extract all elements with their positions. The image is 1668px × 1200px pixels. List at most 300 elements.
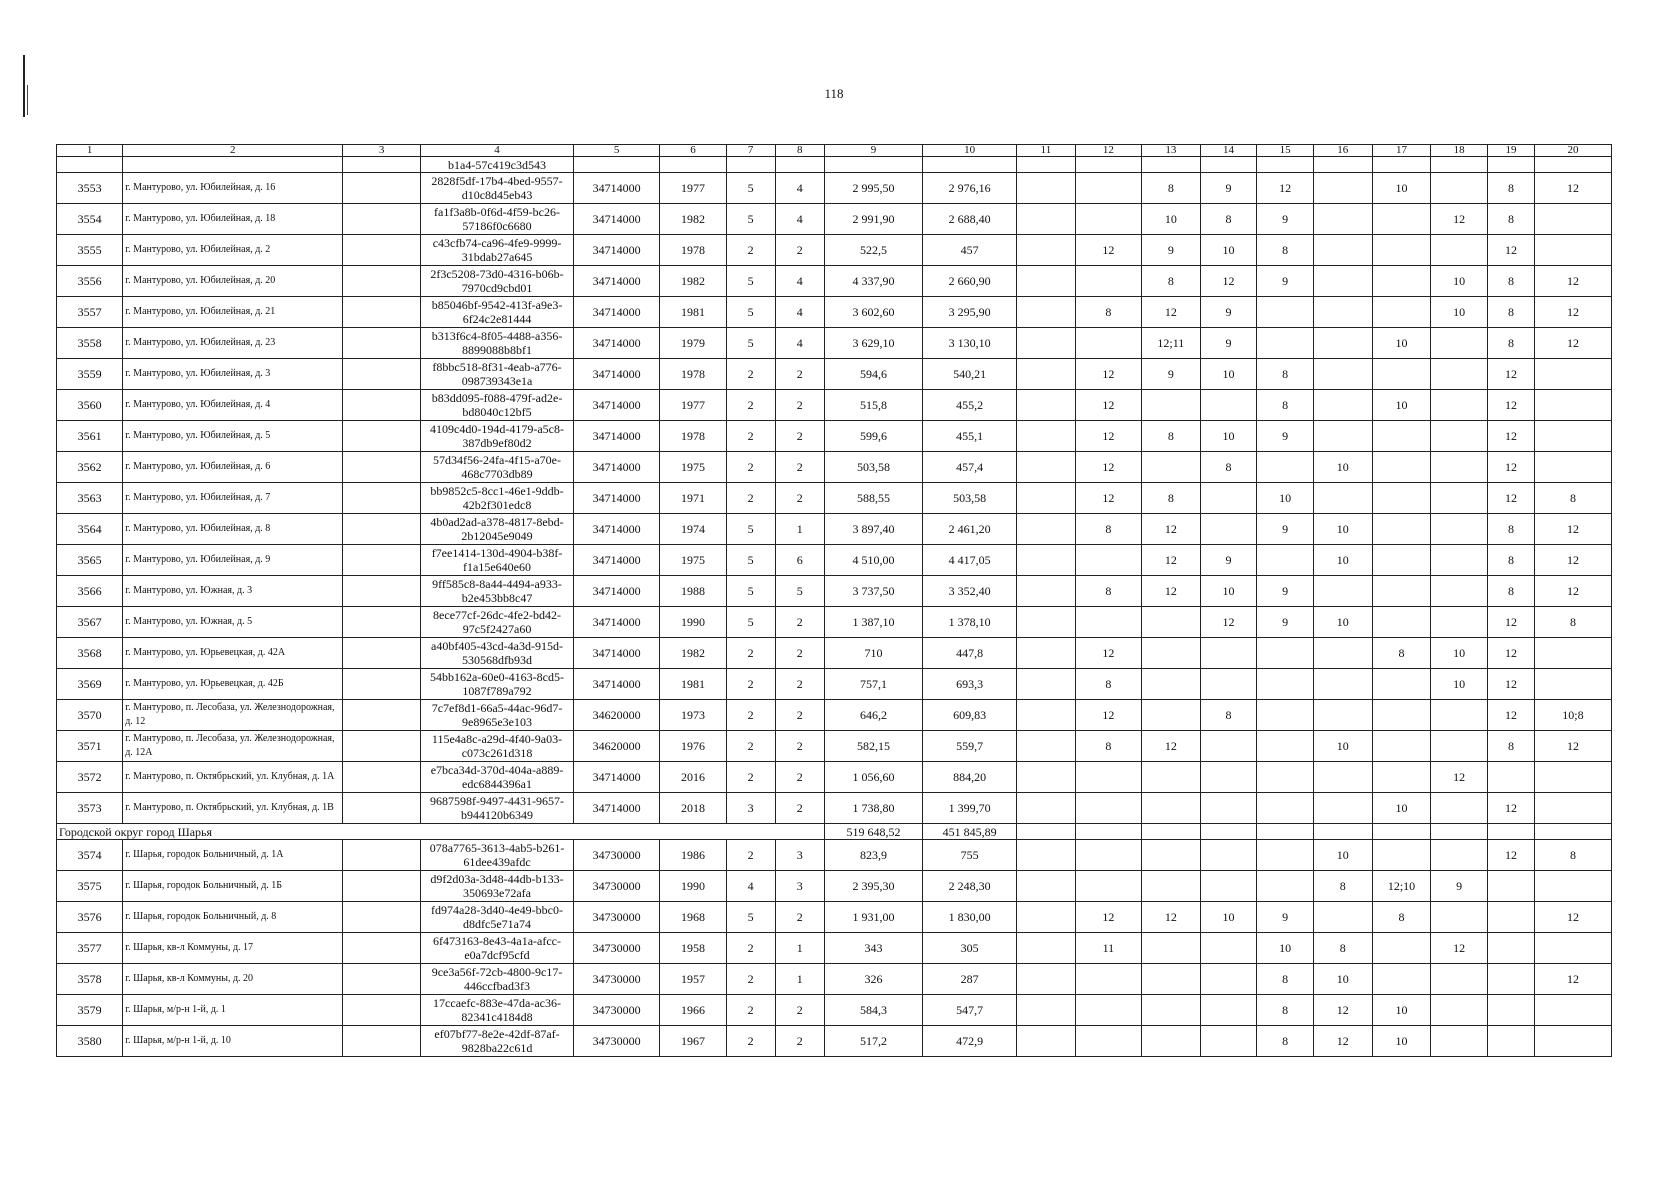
column-header-4: 4 [421, 145, 574, 157]
cell-c19: 8 [1487, 576, 1534, 607]
cell-floors: 2 [726, 964, 775, 995]
cell-c12 [1075, 545, 1141, 576]
cell-c14 [1200, 793, 1257, 824]
cell-c18 [1431, 328, 1488, 359]
cell-entrances: 3 [775, 840, 824, 871]
cell-c15: 10 [1257, 933, 1314, 964]
cell-c11 [1017, 390, 1076, 421]
cell-guid: 9687598f-9497-4431-9657-b944120b6349 [421, 793, 574, 824]
cell-c19: 8 [1487, 514, 1534, 545]
cell-area-living: 457 [923, 235, 1017, 266]
table-row [57, 483, 1612, 514]
table-row [57, 762, 1612, 793]
table-row [57, 933, 1612, 964]
cell-entrances: 3 [775, 871, 824, 902]
cell-c16 [1313, 390, 1372, 421]
table-row [57, 793, 1612, 824]
cell-c14 [1200, 731, 1257, 762]
cell-floors: 2 [726, 452, 775, 483]
cell-c19: 12 [1487, 793, 1534, 824]
cell-c14 [1200, 483, 1257, 514]
cell-c18 [1431, 902, 1488, 933]
cell-c13: 8 [1141, 173, 1200, 204]
cell-c14 [1200, 514, 1257, 545]
cell-year: 1978 [660, 235, 726, 266]
cell-c12: 12 [1075, 390, 1141, 421]
cell-area-living: 1 830,00 [923, 902, 1017, 933]
cell-floors: 3 [726, 793, 775, 824]
cell-c14: 8 [1200, 204, 1257, 235]
cell-c18 [1431, 235, 1488, 266]
cell-okato: 34730000 [573, 840, 660, 871]
cell-floors: 5 [726, 173, 775, 204]
cell-c13: 8 [1141, 266, 1200, 297]
cell-c16 [1313, 359, 1372, 390]
page-number: 118 [824, 86, 844, 101]
cell-c20 [1534, 235, 1611, 266]
cell-empty [343, 762, 421, 793]
cell-c11 [1017, 871, 1076, 902]
cell-c20: 8 [1534, 607, 1611, 638]
cell-c13: 12;11 [1141, 328, 1200, 359]
cell-number: 3579 [57, 995, 123, 1026]
cell-number: 3563 [57, 483, 123, 514]
cell-okato: 34714000 [573, 390, 660, 421]
cell-okato: 34730000 [573, 902, 660, 933]
cell-c20 [1534, 793, 1611, 824]
cell-c12 [1075, 328, 1141, 359]
cell-area-living: 755 [923, 840, 1017, 871]
cell-c15 [1257, 328, 1314, 359]
cell-area-total: 3 737,50 [824, 576, 922, 607]
cell-c11 [1017, 762, 1076, 793]
cell-empty [343, 266, 421, 297]
cell-address: г. Мантурово, ул. Юбилейная, д. 16 [123, 173, 343, 204]
cell-address: г. Мантурово, ул. Юрьевецкая, д. 42Б [123, 669, 343, 700]
cell-year: 1967 [660, 1026, 726, 1057]
cell-year: 1981 [660, 297, 726, 328]
cell-c15: 8 [1257, 1026, 1314, 1057]
cell-address: г. Мантурово, ул. Юбилейная, д. 4 [123, 390, 343, 421]
cell-year: 1976 [660, 731, 726, 762]
cell-number: 3564 [57, 514, 123, 545]
cell-c16 [1313, 902, 1372, 933]
cell-area-living: 2 248,30 [923, 871, 1017, 902]
cell-c15: 8 [1257, 964, 1314, 995]
cell-c19: 12 [1487, 359, 1534, 390]
cell-address: г. Шарья, городок Больничный, д. 1Б [123, 871, 343, 902]
cell-c12: 8 [1075, 669, 1141, 700]
cell-c20 [1534, 452, 1611, 483]
cell-c16 [1313, 204, 1372, 235]
section-total-living-area: 451 845,89 [923, 824, 1017, 840]
cell-c16 [1313, 793, 1372, 824]
cell-address: г. Мантурово, ул. Юбилейная, д. 8 [123, 514, 343, 545]
cell-empty [343, 995, 421, 1026]
cell-area-living: 2 461,20 [923, 514, 1017, 545]
cell-address: г. Мантурово, ул. Южная, д. 5 [123, 607, 343, 638]
cell-c12: 12 [1075, 452, 1141, 483]
cell-c18 [1431, 793, 1488, 824]
cell-area-living: 3 130,10 [923, 328, 1017, 359]
cell-c20: 8 [1534, 483, 1611, 514]
cell-area-total: 710 [824, 638, 922, 669]
cell-c15 [1257, 840, 1314, 871]
cell-entrances: 1 [775, 514, 824, 545]
cell-guid: 57d34f56-24fa-4f15-a70e-468c7703db89 [421, 452, 574, 483]
cell-c14: 9 [1200, 545, 1257, 576]
cell-c14 [1200, 638, 1257, 669]
cell-empty [343, 840, 421, 871]
column-header-20: 20 [1534, 145, 1611, 157]
cell-area-living: 547,7 [923, 995, 1017, 1026]
cell-year: 1974 [660, 514, 726, 545]
cell-c18: 10 [1431, 297, 1488, 328]
cell-c18: 10 [1431, 669, 1488, 700]
cell-guid: e7bca34d-370d-404a-a889-edc6844396a1 [421, 762, 574, 793]
cell-entrances: 2 [775, 902, 824, 933]
cell-c12 [1075, 1026, 1141, 1057]
cell-c18 [1431, 514, 1488, 545]
cell-number: 3555 [57, 235, 123, 266]
cell-area-living: 609,83 [923, 700, 1017, 731]
cell-c13 [1141, 933, 1200, 964]
cell-c12: 8 [1075, 731, 1141, 762]
cell-c14: 10 [1200, 235, 1257, 266]
cell-c13: 8 [1141, 421, 1200, 452]
cell-c15 [1257, 545, 1314, 576]
cell-address: г. Мантурово, ул. Юбилейная, д. 6 [123, 452, 343, 483]
cell-empty [343, 731, 421, 762]
column-header-13: 13 [1141, 145, 1200, 157]
cell-c19 [1487, 902, 1534, 933]
cell-c11 [1017, 173, 1076, 204]
cell-c14: 9 [1200, 173, 1257, 204]
section-title: Городской округ город Шарья [57, 824, 825, 840]
cell-year: 1988 [660, 576, 726, 607]
cell-c18 [1431, 1026, 1488, 1057]
cell-c20 [1534, 871, 1611, 902]
cell-number: 3572 [57, 762, 123, 793]
cell-c14 [1200, 762, 1257, 793]
cell-number: 3574 [57, 840, 123, 871]
cell-empty [343, 452, 421, 483]
cell-address: г. Мантурово, ул. Южная, д. 3 [123, 576, 343, 607]
cell-floors: 5 [726, 902, 775, 933]
cell-c14: 10 [1200, 902, 1257, 933]
table-row [57, 421, 1612, 452]
column-header-2: 2 [123, 145, 343, 157]
column-header-3: 3 [343, 145, 421, 157]
cell-number: 3556 [57, 266, 123, 297]
cell-c14 [1200, 840, 1257, 871]
cell-floors: 2 [726, 995, 775, 1026]
cell-c13 [1141, 669, 1200, 700]
cell-c17: 10 [1372, 390, 1431, 421]
cell-empty [343, 793, 421, 824]
table-row [57, 297, 1612, 328]
cell-c13 [1141, 964, 1200, 995]
cell-c11 [1017, 840, 1076, 871]
cell-number: 3571 [57, 731, 123, 762]
cell-area-living: 455,1 [923, 421, 1017, 452]
cell-year: 1958 [660, 933, 726, 964]
cell-c18 [1431, 576, 1488, 607]
cell-area-living: 2 688,40 [923, 204, 1017, 235]
column-header-1: 1 [57, 145, 123, 157]
cell-c17: 10 [1372, 995, 1431, 1026]
cell-c13 [1141, 871, 1200, 902]
column-header-15: 15 [1257, 145, 1314, 157]
cell-c11 [1017, 700, 1076, 731]
cell-number: 3560 [57, 390, 123, 421]
cell-okato: 34714000 [573, 607, 660, 638]
cell-c15: 9 [1257, 514, 1314, 545]
cell-c12: 11 [1075, 933, 1141, 964]
cell-c19: 12 [1487, 607, 1534, 638]
cell-area-total: 584,3 [824, 995, 922, 1026]
cell-c13: 8 [1141, 483, 1200, 514]
cell-c16: 10 [1313, 840, 1372, 871]
cell-number: 3557 [57, 297, 123, 328]
cell-c15: 8 [1257, 359, 1314, 390]
cell-number: 3566 [57, 576, 123, 607]
cell-c18: 12 [1431, 762, 1488, 793]
cell-year: 1975 [660, 452, 726, 483]
cell-c20: 12 [1534, 297, 1611, 328]
cell-c19: 12 [1487, 700, 1534, 731]
cell-area-total: 594,6 [824, 359, 922, 390]
cell-area-living: 4 417,05 [923, 545, 1017, 576]
cell-guid: b85046bf-9542-413f-a9e3-6f24c2e81444 [421, 297, 574, 328]
cell-c16: 10 [1313, 452, 1372, 483]
cell-year: 1978 [660, 359, 726, 390]
cell-okato: 34730000 [573, 933, 660, 964]
cell-entrances: 5 [775, 576, 824, 607]
cell-c17: 12;10 [1372, 871, 1431, 902]
cell-c20: 12 [1534, 266, 1611, 297]
table-row [57, 576, 1612, 607]
cell-c18 [1431, 421, 1488, 452]
cell-c18: 9 [1431, 871, 1488, 902]
cell-c12: 12 [1075, 421, 1141, 452]
cell-entrances: 2 [775, 483, 824, 514]
cell-empty [343, 1026, 421, 1057]
cell-c19: 8 [1487, 297, 1534, 328]
cell-address: г. Шарья, м/р-н 1-й, д. 1 [123, 995, 343, 1026]
cell-guid: 4109c4d0-194d-4179-a5c8-387db9ef80d2 [421, 421, 574, 452]
cell-address: г. Шарья, м/р-н 1-й, д. 10 [123, 1026, 343, 1057]
cell-c11 [1017, 607, 1076, 638]
cell-c14 [1200, 669, 1257, 700]
cell-area-living: 455,2 [923, 390, 1017, 421]
cell-c18: 12 [1431, 204, 1488, 235]
cell-c20 [1534, 995, 1611, 1026]
cell-year: 1971 [660, 483, 726, 514]
cell-floors: 2 [726, 638, 775, 669]
cell-empty [343, 328, 421, 359]
cell-c12 [1075, 607, 1141, 638]
column-header-16: 16 [1313, 145, 1372, 157]
cell-okato: 34714000 [573, 669, 660, 700]
cell-floors: 2 [726, 483, 775, 514]
cell-c17 [1372, 840, 1431, 871]
cell-address: г. Мантурово, ул. Юбилейная, д. 18 [123, 204, 343, 235]
cell-area-living: 2 660,90 [923, 266, 1017, 297]
cell-c16 [1313, 266, 1372, 297]
cell-c14: 12 [1200, 607, 1257, 638]
cell-c15 [1257, 297, 1314, 328]
cell-guid: 8ece77cf-26dc-4fe2-bd42-97c5f2427a60 [421, 607, 574, 638]
cell-address: г. Мантурово, п. Октябрьский, ул. Клубная, д. 1А [123, 762, 343, 793]
cell-c12 [1075, 266, 1141, 297]
cell-area-total: 3 897,40 [824, 514, 922, 545]
cell-floors: 5 [726, 204, 775, 235]
cell-floors: 5 [726, 607, 775, 638]
cell-number: 3562 [57, 452, 123, 483]
cell-c19: 12 [1487, 235, 1534, 266]
cell-c14 [1200, 871, 1257, 902]
cell-guid: 078a7765-3613-4ab5-b261-61dee439afdc [421, 840, 574, 871]
cell-c11 [1017, 545, 1076, 576]
cell-c18 [1431, 607, 1488, 638]
table-row [57, 452, 1612, 483]
cell-c20: 12 [1534, 545, 1611, 576]
cell-c18 [1431, 483, 1488, 514]
column-header-8: 8 [775, 145, 824, 157]
cell-c12 [1075, 995, 1141, 1026]
cell-address: г. Мантурово, ул. Юрьевецкая, д. 42А [123, 638, 343, 669]
cell-c14: 12 [1200, 266, 1257, 297]
cell-c11 [1017, 359, 1076, 390]
cell-c13 [1141, 452, 1200, 483]
cell-c16: 10 [1313, 545, 1372, 576]
cell-guid: 9ff585c8-8a44-4494-a933-b2e453bb8c47 [421, 576, 574, 607]
cell-c18: 10 [1431, 266, 1488, 297]
cell-c17 [1372, 483, 1431, 514]
cell-c19: 8 [1487, 204, 1534, 235]
cell-c12: 12 [1075, 902, 1141, 933]
cell-c13 [1141, 638, 1200, 669]
table-row [57, 514, 1612, 545]
cell-entrances: 2 [775, 452, 824, 483]
cell-entrances: 4 [775, 328, 824, 359]
cell-okato: 34714000 [573, 483, 660, 514]
table-row [57, 669, 1612, 700]
cell-c19 [1487, 1026, 1534, 1057]
cell-okato: 34714000 [573, 297, 660, 328]
cell-c20: 12 [1534, 514, 1611, 545]
cell-entrances: 1 [775, 933, 824, 964]
cell-guid: 7c7ef8d1-66a5-44ac-96d7-9e8965e3e103 [421, 700, 574, 731]
cell-c11 [1017, 964, 1076, 995]
cell-c13 [1141, 995, 1200, 1026]
cell-c13 [1141, 762, 1200, 793]
table-row [57, 204, 1612, 235]
cell-c12 [1075, 173, 1141, 204]
cell-c16: 10 [1313, 964, 1372, 995]
cell-c20 [1534, 204, 1611, 235]
cell-address: г. Мантурово, ул. Юбилейная, д. 7 [123, 483, 343, 514]
cell-okato: 34714000 [573, 421, 660, 452]
table-row [57, 840, 1612, 871]
cell-guid: ef07bf77-8e2e-42df-87af-9828ba22c61d [421, 1026, 574, 1057]
cell-c12 [1075, 871, 1141, 902]
cell-guid: 17ccaefc-883e-47da-ac36-82341c4184d8 [421, 995, 574, 1026]
cell-guid: c43cfb74-ca96-4fe9-9999-31bdab27a645 [421, 235, 574, 266]
cell-c15: 8 [1257, 235, 1314, 266]
cell-year: 1981 [660, 669, 726, 700]
cell-number: 3567 [57, 607, 123, 638]
cell-c12 [1075, 964, 1141, 995]
table-row [57, 902, 1612, 933]
cell-c16 [1313, 297, 1372, 328]
cell-entrances: 2 [775, 421, 824, 452]
table-row [57, 700, 1612, 731]
cell-c11 [1017, 731, 1076, 762]
cell-year: 1990 [660, 607, 726, 638]
cell-floors: 5 [726, 514, 775, 545]
table-row [57, 871, 1612, 902]
cell-c19: 12 [1487, 669, 1534, 700]
cell-area-total: 646,2 [824, 700, 922, 731]
cell-c15 [1257, 669, 1314, 700]
cell-entrances: 4 [775, 204, 824, 235]
cell-empty [343, 235, 421, 266]
cell-area-total: 582,15 [824, 731, 922, 762]
cell-c11 [1017, 638, 1076, 669]
cell-c20 [1534, 762, 1611, 793]
cell-c16 [1313, 235, 1372, 266]
cell-empty [343, 902, 421, 933]
cell-number: 3573 [57, 793, 123, 824]
cell-c12: 12 [1075, 483, 1141, 514]
cell-c20 [1534, 390, 1611, 421]
cell-c14 [1200, 995, 1257, 1026]
cell-c19: 8 [1487, 173, 1534, 204]
cell-c14: 10 [1200, 359, 1257, 390]
cell-entrances: 2 [775, 638, 824, 669]
cell-c17: 8 [1372, 902, 1431, 933]
cell-year: 1973 [660, 700, 726, 731]
cell-empty [343, 669, 421, 700]
column-header-7: 7 [726, 145, 775, 157]
cell-area-living: 559,7 [923, 731, 1017, 762]
cell-c20: 12 [1534, 731, 1611, 762]
cell-c13: 9 [1141, 235, 1200, 266]
cell-c13: 12 [1141, 514, 1200, 545]
cell-c16: 12 [1313, 995, 1372, 1026]
column-header-19: 19 [1487, 145, 1534, 157]
cell-area-living: 693,3 [923, 669, 1017, 700]
cell-area-living: 540,21 [923, 359, 1017, 390]
cell-entrances: 2 [775, 390, 824, 421]
cell-c11 [1017, 669, 1076, 700]
cell-c19 [1487, 995, 1534, 1026]
cell-c13 [1141, 390, 1200, 421]
table-row [57, 390, 1612, 421]
cell-number: 3569 [57, 669, 123, 700]
cell-c11 [1017, 297, 1076, 328]
cell-year: 1977 [660, 390, 726, 421]
cell-floors: 5 [726, 328, 775, 359]
cell-c15 [1257, 731, 1314, 762]
cell-c17: 10 [1372, 173, 1431, 204]
cell-area-total: 2 395,30 [824, 871, 922, 902]
table-row [57, 638, 1612, 669]
cell-address: г. Мантурово, ул. Юбилейная, д. 21 [123, 297, 343, 328]
cell-c12: 8 [1075, 514, 1141, 545]
